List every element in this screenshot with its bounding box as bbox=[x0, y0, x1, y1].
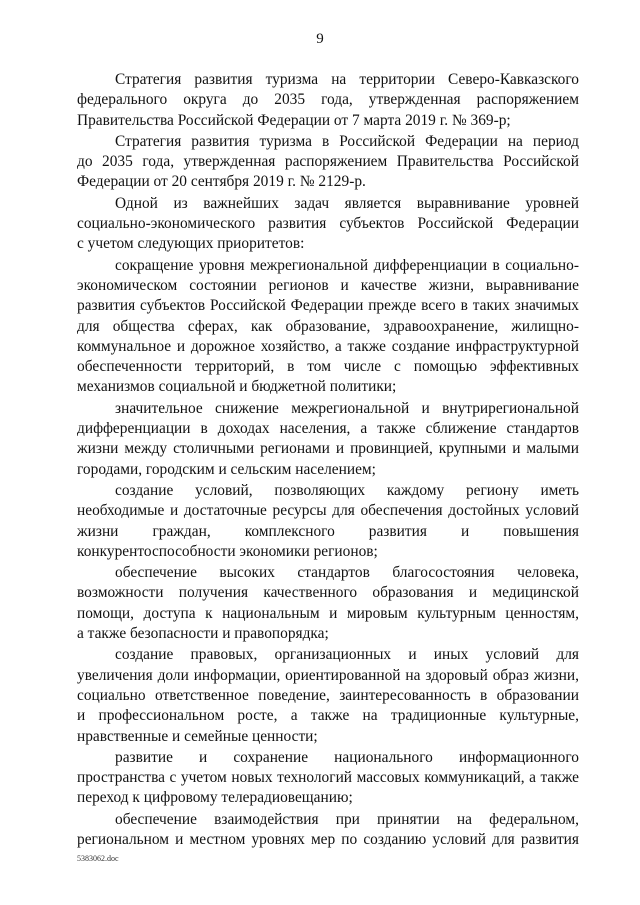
text-line: для общества сферах, как образование, здравоохранение, жилищно- bbox=[77, 317, 579, 335]
paragraph bbox=[77, 645, 579, 746]
text-line: жизни между столичными регионами и провинцией, крупными и малыми bbox=[77, 440, 579, 458]
text-line: увеличения доли информации, ориентированной на здоровый образ жизни, bbox=[77, 666, 579, 684]
paragraph bbox=[77, 194, 579, 255]
text-line: дифференциации в доходах населения, а также сближение стандартов bbox=[77, 420, 579, 438]
text-line: возможности получения качественного образования и медицинской bbox=[77, 584, 579, 602]
text-line: Стратегия развития туризма на территории Северо-Кавказского bbox=[115, 71, 579, 88]
text-line: развития субъектов Российской Федерации прежде всего в таких значимых bbox=[77, 297, 579, 315]
text-line: и профессиональном росте, а также на традиционные культурные, bbox=[77, 707, 579, 725]
paragraph bbox=[77, 563, 579, 644]
text-line: Правительства Российской Федерации от 7 марта 2019 г. № 369-р; bbox=[77, 111, 511, 129]
text-line: коммунальное и дорожное хозяйство, а также создание инфраструктурной bbox=[77, 337, 579, 355]
text-line: Стратегия развития туризма в Российской Федерации на период bbox=[115, 132, 579, 150]
page-number: 9 bbox=[316, 31, 324, 47]
paragraph bbox=[77, 256, 579, 398]
text-line: с учетом следующих приоритетов: bbox=[77, 235, 305, 253]
text-line: социально-экономического развития субъектов Российской Федерации bbox=[77, 215, 579, 233]
text-line: развитие и сохранение национального информационного bbox=[115, 748, 579, 766]
paragraph bbox=[77, 810, 579, 851]
text-line: значительное снижение межрегиональной и внутрирегиональной bbox=[115, 399, 579, 417]
paragraph bbox=[77, 481, 579, 562]
paragraph bbox=[77, 399, 579, 480]
footer-file-name: 5383062.doc bbox=[77, 854, 119, 863]
text-line: социально ответственное поведение, заинтересованность в образовании bbox=[77, 686, 579, 704]
text-line: обеспечение взаимодействия при принятии на федеральном, bbox=[115, 810, 579, 828]
text-line: нравственные и семейные ценности; bbox=[77, 727, 318, 745]
text-line: необходимые и достаточные ресурсы для обеспечения достойных условий bbox=[77, 502, 579, 520]
text-line: переход к цифровому телерадиовещанию; bbox=[77, 789, 353, 807]
text-line: до 2035 года, утвержденная распоряжением Правительства Российской bbox=[77, 153, 579, 171]
text-line: жизни граждан, комплексного развития и повышения bbox=[77, 522, 579, 540]
text-line: а также безопасности и правопорядка; bbox=[77, 625, 329, 643]
text-line: Федерации от 20 сентября 2019 г. № 2129-р. bbox=[77, 173, 366, 191]
text-line: механизмов социальной и бюджетной политики; bbox=[77, 378, 397, 396]
text-line: создание условий, позволяющих каждому региону иметь bbox=[115, 481, 579, 499]
text-line: региональном и местном уровнях мер по созданию условий для развития bbox=[77, 830, 579, 848]
paragraph bbox=[77, 132, 579, 193]
text-line: конкурентоспособности экономики регионов; bbox=[77, 542, 378, 560]
text-line: экономическом состоянии регионов и качестве жизни, выравнивание bbox=[77, 276, 579, 294]
text-line: пространства с учетом новых технологий массовых коммуникаций, а также bbox=[77, 769, 579, 787]
paragraph bbox=[77, 748, 579, 809]
text-line: обеспеченности территорий, в том числе с помощью эффективных bbox=[77, 358, 579, 376]
text-line: Одной из важнейших задач является выравнивание уровней bbox=[115, 194, 579, 212]
text-line: сокращение уровня межрегиональной дифференциации в социально- bbox=[115, 256, 579, 274]
text-line: федерального округа до 2035 года, утвержденная распоряжением bbox=[77, 91, 579, 109]
text-line: помощи, доступа к национальным и мировым культурным ценностям, bbox=[77, 604, 579, 622]
paragraph bbox=[77, 70, 579, 131]
text-line: обеспечение высоких стандартов благосостояния человека, bbox=[115, 564, 579, 582]
text-line: городами, городским и сельским населением; bbox=[77, 460, 376, 478]
text-line: создание правовых, организационных и иных условий для bbox=[115, 646, 579, 664]
document-body bbox=[77, 70, 579, 851]
